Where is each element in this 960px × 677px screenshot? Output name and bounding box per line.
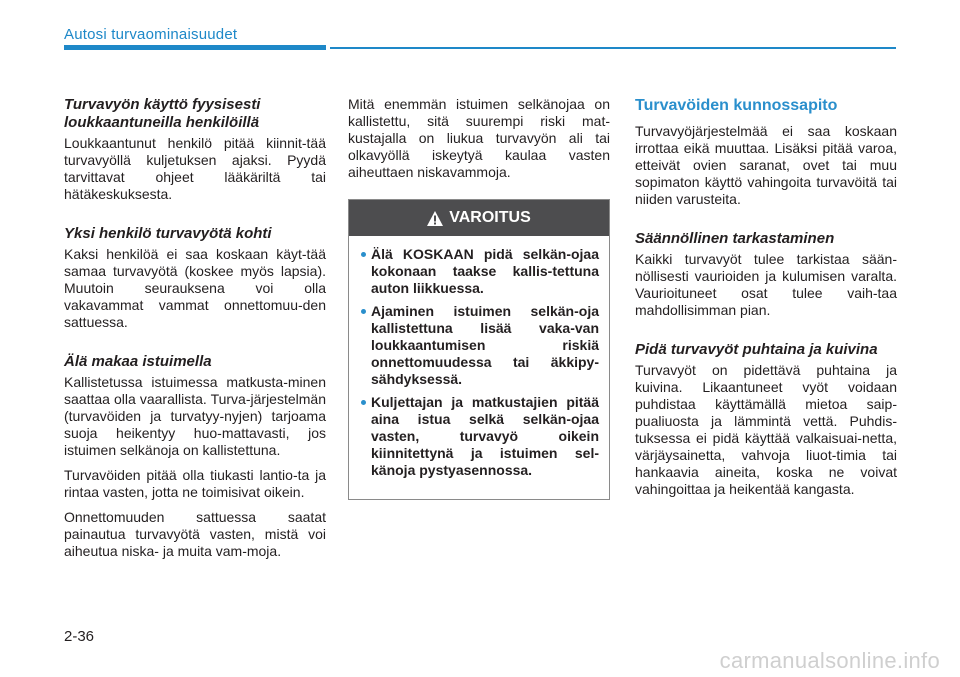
bullet-icon xyxy=(361,309,366,314)
paragraph-keep-belts-clean: Turvavyöt on pidettävä puhtaina ja kuivina. Likaantuneet vyöt voidaan puhdistaa käyttämällä mietoa saip-pualiuosta ja lämmintä vettä. Puhdis-tuksessa ei pidä käyttää valkaisuai-netta, värjäysainetta, vahvoja liuot-timia tai hankaavia aineita, koska ne voivat vahingoittaa ja heikentää kangasta. xyxy=(635,362,897,497)
column-middle xyxy=(348,96,610,500)
heading-keep-belts-clean: Pidä turvavyöt puhtaina ja kuivina xyxy=(635,341,878,358)
warning-title: VAROITUS xyxy=(449,209,531,226)
warning-header xyxy=(349,200,609,236)
heading-one-person-per-belt: Yksi henkilö turvavyötä kohti xyxy=(64,225,272,242)
paragraph-belt-maintenance: Turvavyöjärjestelmää ei saa koskaan irrottaa eikä muuttaa. Lisäksi pitää varoa, etteivät ovien saranat, ovet tai muu sopimaton käyttö vahingoita turvavöitä tai niiden varusteita. xyxy=(635,123,897,207)
heading-injured-persons: Turvavyön käyttö fyysisesti loukkaantuneilla henkilöillä xyxy=(64,96,261,131)
warning-item xyxy=(361,303,599,388)
warning-item-text: Älä KOSKAAN pidä selkän-ojaa kokonaan taakse kallis-tettuna auton liikkuessa. xyxy=(371,246,599,296)
heading-regular-inspection: Säännöllinen tarkastaminen xyxy=(635,230,835,247)
warning-triangle-icon xyxy=(427,211,443,226)
column-left xyxy=(64,96,326,568)
warning-box xyxy=(348,199,610,500)
paragraph-reclined-seat: Kallistetussa istuimessa matkusta-minen saattaa olla vaarallista. Turva-järjestelmän (turvavöiden ja turvatyy-nyjen) tarjoama suoja heikentyy huo-mattavasti, jos istuimen selkänoja on kallistettuna. xyxy=(64,374,326,458)
paragraph-regular-inspection: Kaikki turvavyöt tulee tarkistaa sään-nöllisesti vaurioiden ja kulumisen varalta. Vaurioituneet osat tulee vaih-taa mahdollisimman pian. xyxy=(635,251,897,318)
warning-item-text: Kuljettajan ja matkustajien pitää aina istua selkä selkän-ojaa vasten, turvavyö oikein kiinnitettynä ja istuimen sel-känoja pystyasennossa. xyxy=(371,394,599,478)
page-number: 2-36 xyxy=(64,628,95,645)
bullet-icon xyxy=(361,400,366,405)
heading-belt-maintenance: Turvavöiden kunnossapito xyxy=(635,97,838,114)
paragraph-accident-injury: Onnettomuuden sattuessa saatat painautua turvavyötä vasten, mistä voi aiheutua niska- ja muita vam-moja. xyxy=(64,509,326,559)
section-title: Autosi turvaominaisuudet xyxy=(64,26,238,43)
header-rule-thin xyxy=(330,47,896,49)
paragraph-one-person-per-belt: Kaksi henkilöä ei saa koskaan käyt-tää samaa turvavyötä (koskee myös lapsia). Muutoin seurauksena voi olla vakavammat vammat onnettomuu-den sattuessa. xyxy=(64,246,326,330)
warning-item xyxy=(361,394,599,479)
heading-do-not-lie-down: Älä makaa istuimella xyxy=(64,353,212,370)
paragraph-recline-risk: Mitä enemmän istuimen selkänojaa on kallistettu, sitä suurempi riski mat-kustajalla on liukua turvavyön ali tai olkavyöllä iskeytyä kaulaa vasten aiheuttaen niskavammoja. xyxy=(348,96,610,180)
paragraph-injured-persons: Loukkaantunut henkilö pitää kiinnit-tää turvavyöllä kuljetuksen ajaksi. Pyydä tarvittavat ohjeet lääkäriltä tai hätäkeskuksesta. xyxy=(64,135,326,202)
bullet-icon xyxy=(361,252,366,257)
warning-item-text: Ajaminen istuimen selkän-oja kallistettuna lisää vaka-van loukkaantumisen riskiä onnettomuudessa tai äkkipy-sähdyksessä. xyxy=(371,303,599,387)
warning-item xyxy=(361,246,599,297)
warning-body xyxy=(349,236,609,499)
column-right xyxy=(635,96,897,506)
paragraph-belt-tight: Turvavöiden pitää olla tiukasti lantio-ta ja rintaa vasten, jotta ne toimisivat oikein. xyxy=(64,467,326,500)
header-rule-thick xyxy=(64,45,326,50)
watermark: carmanualsonline.info xyxy=(719,648,940,673)
